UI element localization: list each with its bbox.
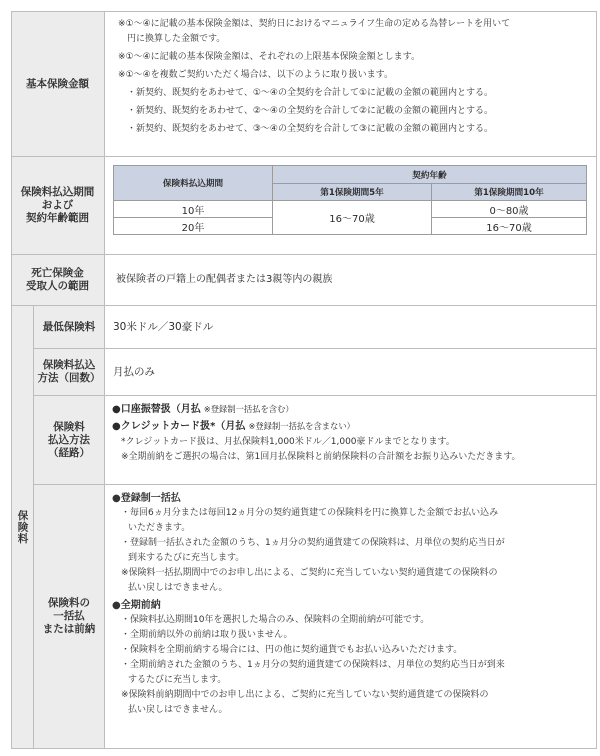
basic-amount-item-1: ・新契約、既契約をあわせて、①〜④の全契約を合計して①に記載の金額の範囲内とする。 (127, 88, 494, 98)
row-age-10y: 16〜70歳 (432, 218, 587, 235)
lump-prepay-item-4b: するたびに充当します。 (128, 675, 227, 685)
label-lump-sum: 保険料の 一括払 または前納 (34, 485, 104, 748)
lump-registered-item-2b: 到来するたびに充当します。 (128, 553, 245, 563)
label-premium-group: 保険料 (11, 306, 33, 748)
lump-registered-item-1: ・毎回6ヵ月分または毎回12ヵ月分の契約通貨建ての保険料を円に換算した金額でお払い込み (121, 508, 499, 518)
lump-prepay-item-3: ・保険料を全期前納する場合には、円の他に契約通貨でもお払い込みいただけます。 (121, 645, 463, 655)
lump-prepay-note: ※保険料前納期間中でのお申し出による、ご契約に充当していない契約通貨建ての保険料の (121, 690, 489, 700)
lump-registered-note-1: ※保険料一括払期間中でのお申し出による、ご契約に充当していない契約通貨建ての保険料の (121, 568, 498, 578)
route-prepay-note: ※全期前納をご選択の場合は、第1回月払保険料と前納保険料の合計額をお振り込みいただきます。 (121, 452, 521, 462)
basic-amount-note-1: ※①〜④に記載の基本保険金額は、契約日におけるマニュライフ生命の定める為替レートを用いて (118, 19, 511, 29)
basic-amount-note-2: ※①〜④に記載の基本保険金額は、それぞれの上限基本保険金額とします。 (118, 52, 420, 62)
label-basic-amount: 基本保険金額 (11, 12, 104, 156)
col-header-age: 契約年齢 (273, 166, 587, 184)
premium-period-table (113, 165, 587, 235)
row-period: 10年 (114, 201, 273, 218)
lump-prepay-item-4: ・全期前納された金額のうち、1ヵ月分の契約通貨建ての保険料は、月単位の契約応当日が到来 (121, 660, 505, 670)
label-payment-method: 保険料払込 方法（回数） (34, 349, 104, 395)
beneficiary-content: 被保険者の戸籍上の配偶者または3親等内の親族 (116, 274, 333, 285)
lump-sum-content (112, 491, 594, 718)
basic-amount-item-3: ・新契約、既契約をあわせて、③〜④の全契約を合計して③に記載の金額の範囲内とする。 (127, 124, 494, 134)
basic-amount-item-2: ・新契約、既契約をあわせて、②〜④の全契約を合計して②に記載の金額の範囲内とする。 (127, 106, 494, 116)
basic-amount-note-3: ※①〜④を複数ご契約いただく場合は、以下のように取り扱います。 (118, 70, 393, 80)
label-payment-route: 保険料 払込方法 （経路） (34, 396, 104, 484)
basic-amount-note-1b: 円に換算した金額です。 (127, 34, 226, 44)
col-header-period: 保険料払込期間 (114, 166, 273, 201)
route-credit-card: ●クレジットカード扱*（月払 (112, 421, 246, 432)
label-premium-period: 保険料払込期間 および 契約年齢範囲 (11, 157, 104, 254)
lump-registered-item-2: ・登録制一括払された金額のうち、1ヵ月分の契約通貨建ての保険料は、月単位の契約応当日が (121, 538, 505, 548)
lump-prepay-item-1: ・保険料払込期間10年を選択した場合のみ、保険料の全期前納が可能です。 (121, 615, 430, 625)
route-account-transfer: ●口座振替扱（月払 (112, 404, 201, 415)
table-row (114, 201, 587, 218)
lump-registered-item-1b: いただきます。 (128, 523, 191, 533)
payment-method-content: 月払のみ (113, 366, 155, 378)
label-beneficiary: 死亡保険金 受取人の範囲 (11, 255, 104, 305)
basic-amount-content (118, 17, 592, 137)
lump-registered-heading: ●登録制一括払 (112, 493, 181, 504)
payment-route-content (112, 402, 594, 465)
lump-prepay-item-2: ・全期前納以外の前納は取り扱いません。 (121, 630, 293, 640)
row-age-5y: 16〜70歳 (273, 201, 432, 235)
route-credit-card-limit: *クレジットカード扱は、月払保険料1,000米ドル／1,000豪ドルまでとなります。 (121, 437, 455, 447)
row-age-10y: 0〜80歳 (432, 201, 587, 218)
min-premium-content: 30米ドル／30豪ドル (113, 321, 214, 333)
lump-registered-note-1b: 払い戻しはできません。 (128, 583, 228, 593)
lump-prepay-note-b: 払い戻しはできません。 (128, 705, 228, 715)
col-header-10y: 第1保険期間10年 (432, 184, 587, 201)
route-account-transfer-note: ※登録制一括払を含む） (203, 404, 294, 414)
col-header-5y: 第1保険期間5年 (273, 184, 432, 201)
lump-prepay-heading: ●全期前納 (112, 600, 161, 611)
route-credit-card-note: ※登録制一括払を含まない） (248, 421, 355, 431)
row-period: 20年 (114, 218, 273, 235)
label-min-premium: 最低保険料 (34, 306, 104, 348)
